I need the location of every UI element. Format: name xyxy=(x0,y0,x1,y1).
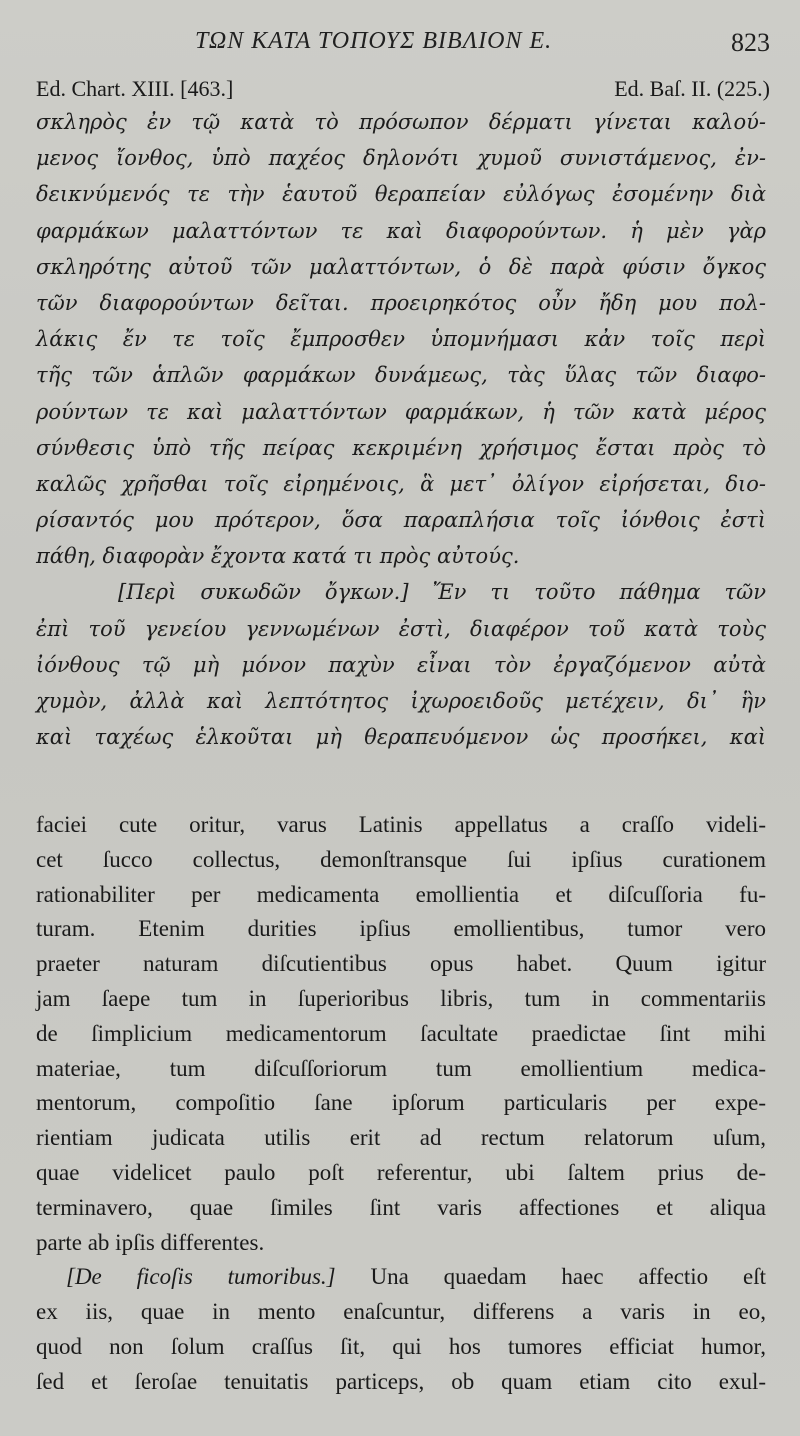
edition-ref-basel: Ed. Baſ. II. (225.) xyxy=(614,76,770,101)
latin-line: de ſimplicium medicamentorum ſacultate praedictae ſint mihi xyxy=(36,1020,766,1046)
edition-references xyxy=(0,76,800,106)
latin-line: turam. Etenim durities ipſius emollientibus, tumor vero xyxy=(36,916,766,942)
greek-line: καὶ ταχέως ἑλκοῦται μὴ θεραπευόμενον ὡς προσήκει, καὶ xyxy=(36,725,766,750)
greek-line: σκληρότης αὐτοῦ τῶν μαλαττόντων, ὁ δὲ παρὰ φύσιν ὄγκος xyxy=(36,254,766,279)
greek-line: λάκις ἔν τε τοῖς ἔμπροσθεν ὑπομνήμασι κἀν τοῖς περὶ xyxy=(36,327,766,352)
latin-line: quod non ſolum craſſus ſit, qui hos tumores efficiat humor, xyxy=(36,1333,766,1359)
latin-line: parte ab ipſis differentes. xyxy=(36,1229,265,1255)
page-number: 823 xyxy=(731,28,770,57)
latin-line: rationabiliter per medicamenta emollientia et diſcuſſoria fu- xyxy=(36,881,766,907)
greek-line: τῶν διαφορούντων δεῖται. προειρηκότος οὖν ἤδη μου πολ- xyxy=(36,290,766,315)
greek-line: τῆς τῶν ἁπλῶν φαρμάκων δυνάμεως, τὰς ὕλας τῶν διαφο- xyxy=(36,363,766,388)
latin-line: praeter naturam diſcutientibus opus habet. Quum igitur xyxy=(36,951,766,977)
latin-line: terminavero, quae ſimiles ſint varis affectiones et aliqua xyxy=(36,1194,766,1220)
running-title: ΤΩΝ ΚΑΤΑ ΤΟΠΟΥΣ ΒΙΒΛΙΟΝ Ε. xyxy=(195,28,553,54)
greek-line: σκληρὸς ἐν τῷ κατὰ τὸ πρόσωπον δέρματι γίνεται καλού- xyxy=(36,110,766,134)
latin-line: mentorum, compoſitio ſane ipſorum particularis per expe- xyxy=(36,1090,766,1116)
greek-line: χυμὸν, ἀλλὰ καὶ λεπτότητος ἰχωροειδοῦς μετέχειν, δι᾽ ἣν xyxy=(36,689,766,713)
running-head xyxy=(0,28,800,64)
latin-line: rientiam judicata utilis erit ad rectum relatorum uſum, xyxy=(36,1125,766,1151)
latin-line: faciei cute oritur, varus Latinis appellatus a craſſo videli- xyxy=(36,812,766,837)
latin-line: jam ſaepe tum in ſuperioribus libris, tum in commentariis xyxy=(36,985,766,1011)
latin-rubric-continuation: Una quaedam haec affectio eſt xyxy=(370,1264,766,1290)
greek-text-block xyxy=(36,104,766,755)
greek-line: μενος ἴονθος, ὑπὸ παχέος δηλονότι χυμοῦ συνιστάμενος, ἐν- xyxy=(36,146,766,171)
greek-line: δεικνύμενός τε τὴν ἑαυτοῦ θεραπείαν εὐλόγως ἐσομένην διὰ xyxy=(36,182,766,207)
latin-rubric-label: [De ficoſis tumoribus.] xyxy=(66,1264,336,1290)
greek-line: καλῶς χρῆσθαι τοῖς εἰρημένοις, ἃ μετ᾽ ὀλίγον εἰρήσεται, διο- xyxy=(36,471,766,496)
greek-line: ἰόνθους τῷ μὴ μόνον παχὺν εἶναι τὸν ἐργαζόμενον αὐτὰ xyxy=(36,652,766,677)
edition-ref-chart: Ed. Chart. XIII. [463.] xyxy=(36,76,234,101)
latin-line: ſed et ſeroſae tenuitatis particeps, ob quam etiam cito exul- xyxy=(36,1368,766,1394)
greek-line: φαρμάκων μαλαττόντων τε καὶ διαφορούντων. ἡ μὲν γὰρ xyxy=(36,218,766,243)
greek-line: ρούντων τε καὶ μαλαττόντων φαρμάκων, ἡ τῶν κατὰ μέρος xyxy=(36,399,766,424)
latin-line: ex iis, quae in mento enaſcuntur, differens a varis in eo, xyxy=(36,1299,766,1325)
latin-line: quae videlicet paulo poſt referentur, ubi ſaltem prius de- xyxy=(36,1159,766,1185)
greek-line: πάθη, διαφορὰν ἔχοντα κατά τι πρὸς αὐτούς. xyxy=(36,544,520,569)
latin-rubric-line xyxy=(36,1260,766,1295)
greek-rubric-line: [Περὶ συκωδῶν ὄγκων.] Ἔν τι τοῦτο πάθημα τῶν xyxy=(118,580,766,605)
latin-line: cet ſucco collectus, demonſtransque ſui ipſius curationem xyxy=(36,846,766,872)
greek-line: σύνθεσις ὑπὸ τῆς πείρας κεκριμένη χρήσιμος ἔσται πρὸς τὸ xyxy=(36,435,766,460)
latin-line: materiae, tum diſcuſſoriorum tum emollientium medica- xyxy=(36,1055,766,1081)
greek-line: ρίσαντός μου πρότερον, ὅσα παραπλήσια τοῖς ἰόνθοις ἐστὶ xyxy=(36,508,766,533)
greek-line: ἐπὶ τοῦ γενείου γεννωμένων ἐστὶ, διαφέρον τοῦ κατὰ τοὺς xyxy=(36,616,766,641)
latin-text-block xyxy=(36,808,766,1400)
